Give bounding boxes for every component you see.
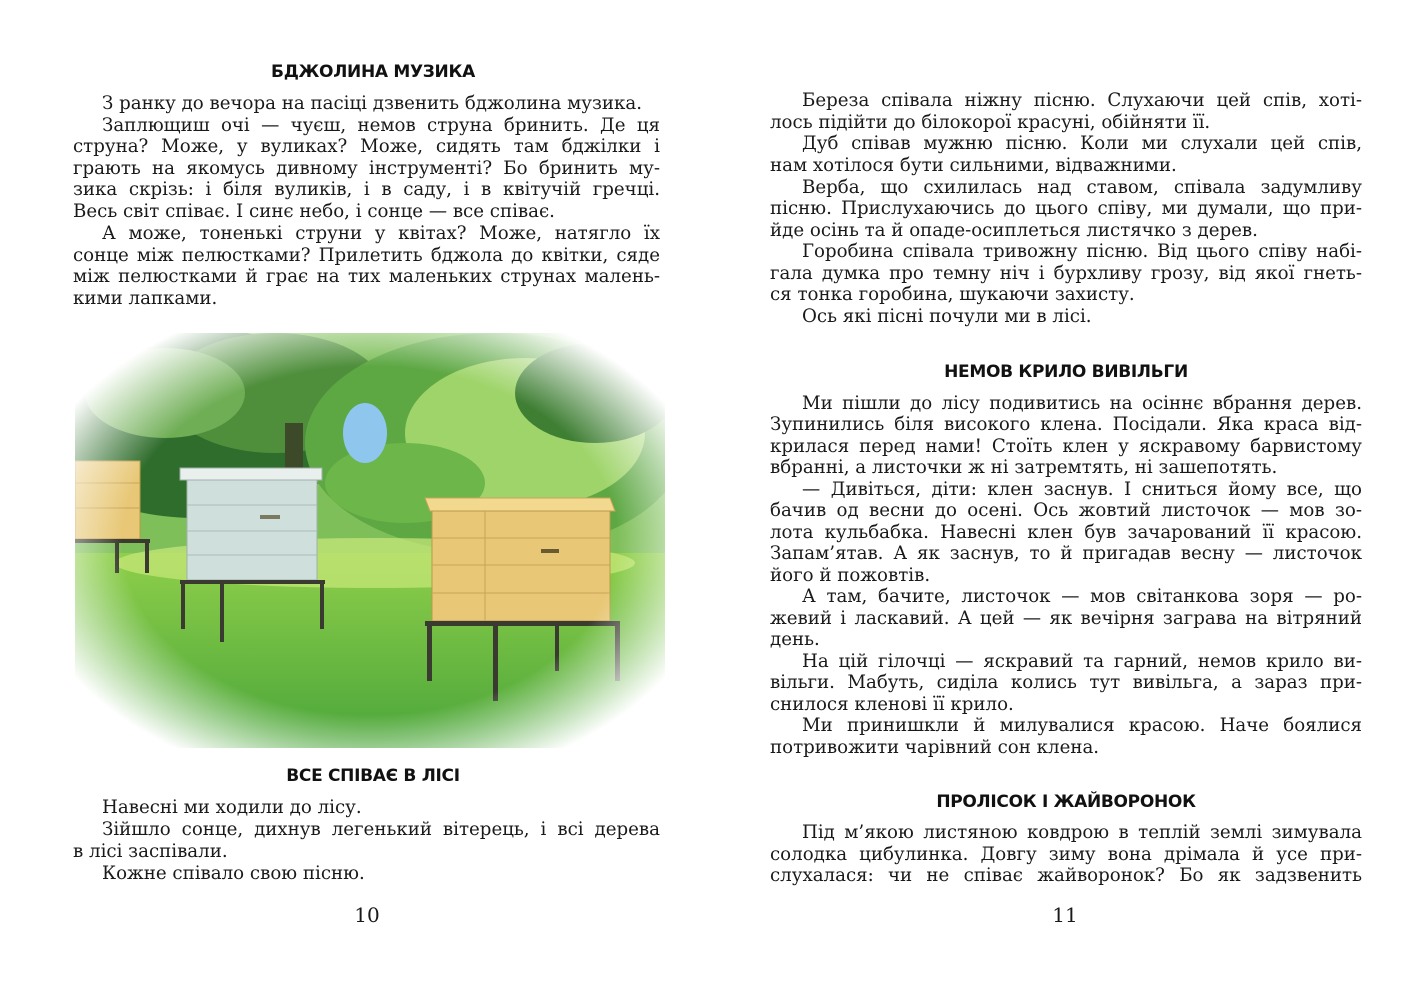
- text-line: З ранку до вечора на пасіці дзвенить бджолина музика.: [102, 93, 642, 114]
- text-line: нам хотілося бути сильними, відважними.: [770, 155, 1177, 176]
- text-line: сонце між пелюстками? Прилетить бджола до квітки, сяде: [73, 245, 660, 266]
- text-line: йде осінь та й опаде-осиплеться листячко з дерев.: [770, 220, 1258, 241]
- text-line: — Дивіться, діти: клен заснув. І сниться йому все, що: [802, 479, 1362, 500]
- page-number: 10: [354, 903, 380, 927]
- apiary-illustration: [75, 333, 665, 748]
- text-line: Береза співала ніжну пісню. Слухаючи цей спів, хоті-: [802, 90, 1362, 111]
- text-line: лось підійти до білокорої красуні, обійняти її.: [770, 112, 1211, 133]
- text-line: Верба, що схилилась над ставом, співала задумливу: [802, 177, 1362, 198]
- left-page: [0, 0, 702, 1000]
- text-line: Ось які пісні почули ми в лісі.: [802, 306, 1092, 327]
- text-line: слухалася: чи не співає жайворонок? Бо як задзвенить: [770, 865, 1362, 886]
- text-line: лота кульбабка. Навесні клен був зачарований її красою.: [770, 522, 1362, 543]
- text-line: гала думка про темну ніч і бурхливу грозу, від якої гнеть-: [770, 263, 1362, 284]
- text-line: Заплющиш очі — чуєш, немов струна бринить. Де ця: [102, 115, 660, 136]
- text-line: крилася перед нами! Стоїть клен у яскравому барвистому: [770, 436, 1362, 457]
- text-line: день.: [770, 629, 820, 650]
- text-line: Зійшло сонце, дихнув легенький вітерець, і всі дерева: [102, 819, 660, 840]
- text-line: снилося кленові її крило.: [770, 694, 1014, 715]
- section-title-forest-sings: ВСЕ СПІВАЄ В ЛІСІ: [286, 766, 460, 786]
- vignette: [75, 333, 665, 748]
- text-line: вбранні, а листочки ж ні затремтять, ні зашепотять.: [770, 457, 1278, 478]
- text-line: Дуб співав мужню пісню. Коли ми слухали цей спів,: [802, 133, 1362, 154]
- text-line: Зупинились біля високого клена. Посідали. Яка краса від-: [770, 414, 1362, 435]
- text-line: Весь світ співає. І синє небо, і сонце — все співає.: [73, 201, 555, 222]
- text-line: потривожити чарівний сон клена.: [770, 737, 1100, 758]
- text-line: його й пожовтів.: [770, 565, 931, 586]
- text-line: На цій гілочці — яскравий та гарний, немов крило ви-: [802, 651, 1362, 672]
- right-page: [703, 0, 1405, 1000]
- text-line: Кожне співало свою пісню.: [102, 863, 365, 884]
- text-line: ся тонка горобина, шукаючи захисту.: [770, 284, 1135, 305]
- section-title-oriole-wing: НЕМОВ КРИЛО ВИВІЛЬГИ: [944, 362, 1188, 382]
- text-line: бачив од весни до осені. Ось жовтий листочок — мов зо-: [770, 500, 1362, 521]
- section-title-bee-music: БДЖОЛИНА МУЗИКА: [271, 62, 475, 82]
- text-line: кими лапками.: [73, 288, 218, 309]
- text-line: А може, тоненькі струни у квітах? Може, натягло їх: [102, 223, 660, 244]
- text-line: жевий і ласкавий. А цей — як вечірня заграва на вітряний: [770, 608, 1362, 629]
- text-line: А там, бачите, листочок — мов світанкова зоря — ро-: [802, 586, 1362, 607]
- text-line: пісню. Прислухаючись до цього співу, ми думали, що при-: [770, 198, 1362, 219]
- text-line: грають на якомусь дивному інструменті? Бо бринить му-: [73, 158, 660, 179]
- text-line: Запам’ятав. А як заснув, то й пригадав весну — листочок: [770, 543, 1362, 564]
- text-line: Ми принишкли й милувалися красою. Наче боялися: [802, 715, 1362, 736]
- text-line: Навесні ми ходили до лісу.: [102, 797, 362, 818]
- page-number: 11: [1052, 903, 1078, 927]
- text-line: між пелюстками й грає на тих маленьких струнах малень-: [73, 266, 660, 287]
- text-line: Під м’якою листяною ковдрою в теплій землі зимувала: [802, 822, 1362, 843]
- text-line: солодка цибулинка. Довгу зиму вона дрімала й усе при-: [770, 844, 1362, 865]
- section-title-snowdrop-lark: ПРОЛІСОК І ЖАЙВОРОНОК: [936, 792, 1196, 812]
- text-line: струна? Може, у вуликах? Може, сидять там бджілки і: [73, 136, 660, 157]
- text-line: в лісі заспівали.: [73, 841, 228, 862]
- text-line: вільги. Мабуть, сиділа колись тут вивільга, а зараз при-: [770, 672, 1362, 693]
- text-line: Ми пішли до лісу подивитись на осіннє вбрання дерев.: [802, 393, 1362, 414]
- text-line: Горобина співала тривожну пісню. Від цього співу набі-: [802, 241, 1362, 262]
- text-line: зика скрізь: і біля вуликів, і в саду, і в квітучій гречці.: [73, 179, 660, 200]
